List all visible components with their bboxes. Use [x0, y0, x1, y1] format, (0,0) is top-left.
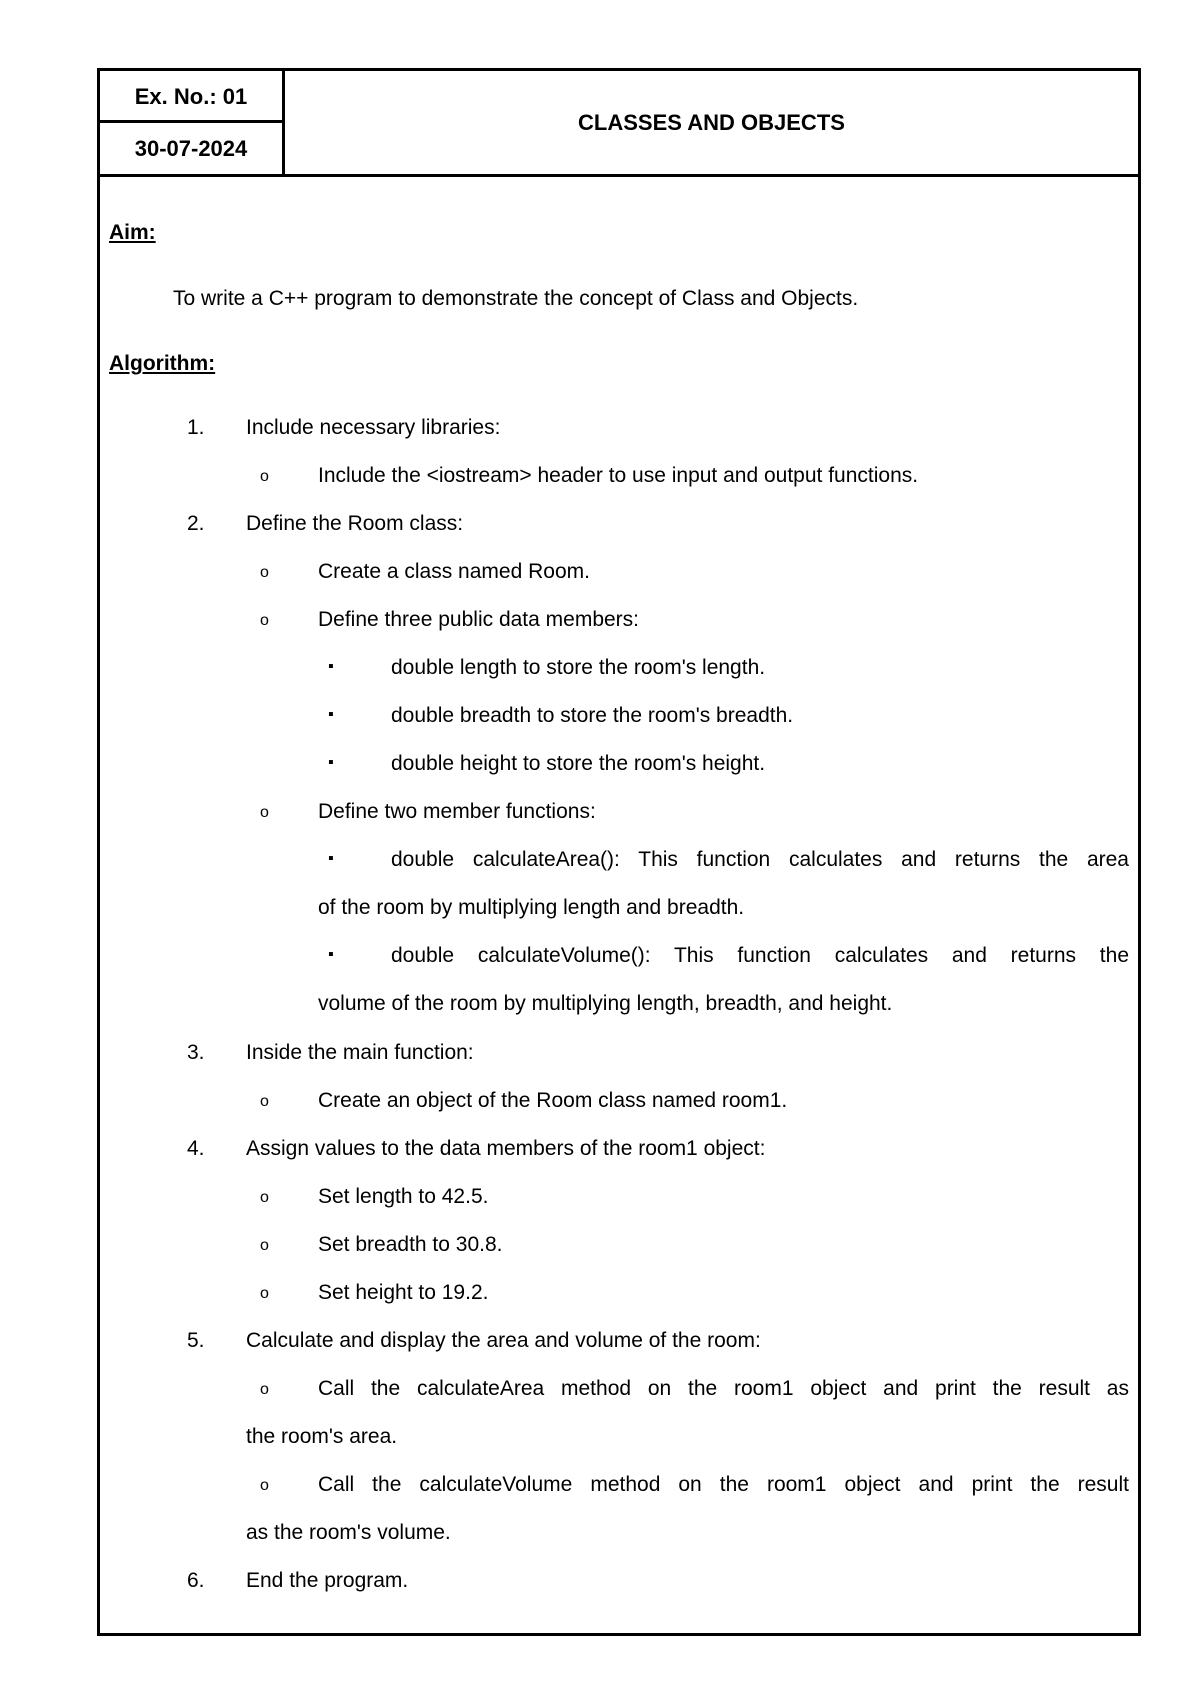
circle-bullet-icon: o — [260, 1093, 269, 1110]
step-number: 6. — [187, 1569, 205, 1592]
page-frame — [97, 68, 1141, 1636]
square-bullet-icon: ▪ — [328, 850, 334, 867]
circle-bullet-icon: o — [260, 612, 269, 629]
sub-text: Set length to 42.5. — [318, 1185, 489, 1208]
sub-text: double breadth to store the room's breadth. — [391, 704, 794, 727]
sub-text: double calculateArea(): This function calculates and returns the area — [391, 848, 1129, 871]
sub-text: Include the <iostream> header to use input and output functions. — [318, 464, 919, 487]
square-bullet-icon: ▪ — [328, 754, 334, 771]
circle-bullet-icon: o — [260, 468, 269, 485]
sub-text-continued: as the room's volume. — [246, 1521, 451, 1544]
step-text: Include necessary libraries: — [246, 416, 501, 439]
algorithm-heading: Algorithm: — [109, 352, 216, 375]
aim-text: To write a C++ program to demonstrate the concept of Class and Objects. — [173, 287, 859, 310]
sub-text: Set height to 19.2. — [318, 1281, 489, 1304]
step-text: Assign values to the data members of the room1 object: — [246, 1137, 766, 1160]
square-bullet-icon: ▪ — [328, 658, 334, 675]
sub-text: Create an object of the Room class named room1. — [318, 1089, 788, 1112]
content-area — [109, 177, 1129, 1633]
exercise-title: CLASSES AND OBJECTS — [578, 110, 845, 135]
circle-bullet-icon: o — [260, 804, 269, 821]
step-number: 4. — [187, 1137, 205, 1160]
step-text: Calculate and display the area and volume of the room: — [246, 1329, 761, 1352]
header-table — [100, 71, 1138, 177]
step-number: 5. — [187, 1329, 205, 1352]
exercise-number: Ex. No.: 01 — [100, 71, 282, 123]
step-number: 3. — [187, 1041, 205, 1064]
square-bullet-icon: ▪ — [328, 706, 334, 723]
circle-bullet-icon: o — [260, 1189, 269, 1206]
step-text: Inside the main function: — [246, 1041, 474, 1064]
sub-text: Call the calculateArea method on the room1 object and print the result as — [318, 1377, 1129, 1400]
sub-text: double length to store the room's length. — [391, 656, 766, 679]
header-left-column — [100, 71, 285, 174]
step-number: 2. — [187, 512, 205, 535]
sub-text: Set breadth to 30.8. — [318, 1233, 503, 1256]
circle-bullet-icon: o — [260, 1285, 269, 1302]
sub-text: Call the calculateVolume method on the room1 object and print the result — [318, 1473, 1129, 1496]
step-text: Define the Room class: — [246, 512, 464, 535]
sub-text: Define three public data members: — [318, 608, 639, 631]
sub-text-continued: of the room by multiplying length and breadth. — [318, 896, 745, 919]
sub-text-continued: volume of the room by multiplying length, breadth, and height. — [318, 992, 893, 1015]
circle-bullet-icon: o — [260, 1381, 269, 1398]
sub-text: double calculateVolume(): This function calculates and returns the — [391, 944, 1129, 967]
sub-text: Define two member functions: — [318, 800, 596, 823]
circle-bullet-icon: o — [260, 1477, 269, 1494]
circle-bullet-icon: o — [260, 1237, 269, 1254]
step-number: 1. — [187, 416, 205, 439]
sub-text: Create a class named Room. — [318, 560, 590, 583]
exercise-date: 30-07-2024 — [134, 136, 248, 161]
sub-text: double height to store the room's height. — [391, 752, 766, 775]
square-bullet-icon: ▪ — [328, 946, 334, 963]
aim-heading: Aim: — [109, 221, 156, 244]
sub-text-continued: the room's area. — [246, 1425, 398, 1448]
step-text: End the program. — [246, 1569, 409, 1592]
circle-bullet-icon: o — [260, 564, 269, 581]
